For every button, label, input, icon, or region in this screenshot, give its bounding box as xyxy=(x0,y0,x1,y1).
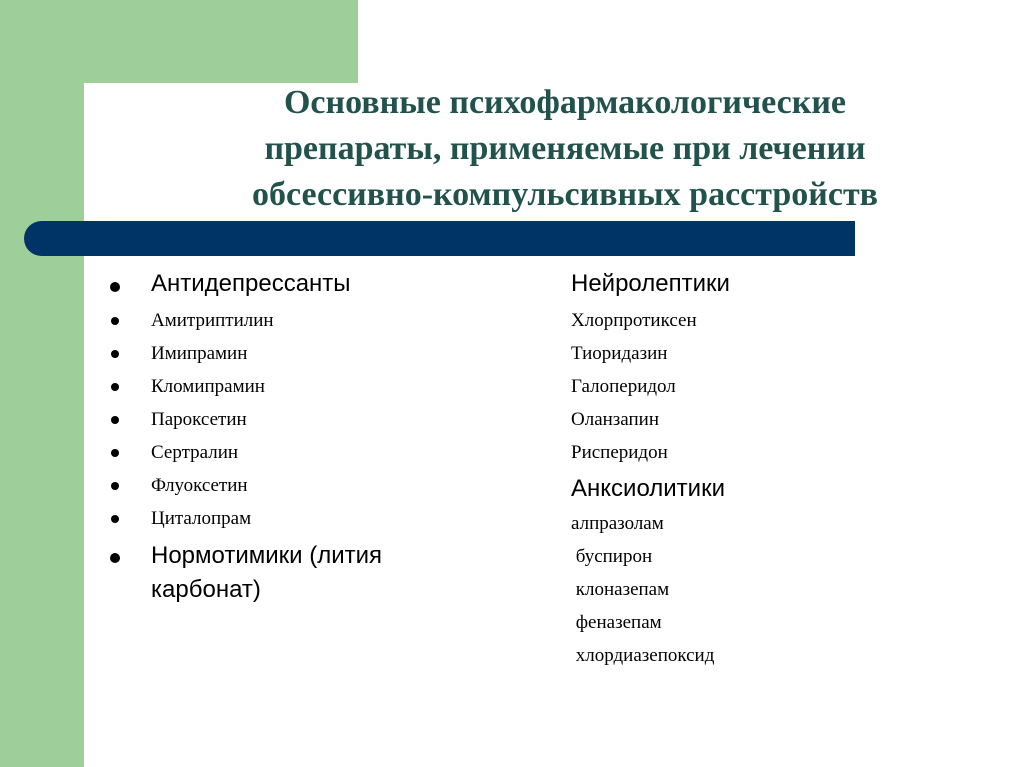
list-item xyxy=(110,268,550,300)
title-line: обсессивно-компульсивных расстройств xyxy=(251,176,879,213)
drug-name: Галоперидол xyxy=(571,376,676,397)
anxiolytics-heading: Анксиолитики xyxy=(571,475,725,502)
drug-name: Оланзапин xyxy=(571,409,659,430)
bullet-icon xyxy=(111,416,119,424)
drug-name: Циталопрам xyxy=(151,508,252,529)
drug-name: Рисперидон xyxy=(571,442,668,463)
left-column xyxy=(110,268,550,607)
drug-name: феназепам xyxy=(571,612,662,633)
drug-name: буспирон xyxy=(571,546,653,567)
title-line: Основные психофармакологические xyxy=(283,84,847,121)
normotimics-heading: Нормотимики (лития карбонат) xyxy=(151,542,383,603)
drug-name: Имипрамин xyxy=(151,343,248,364)
drug-name: Флуоксетин xyxy=(151,475,248,496)
list-item xyxy=(110,370,550,403)
bullet-icon xyxy=(110,282,120,292)
bullet-icon xyxy=(111,317,119,325)
list-item xyxy=(110,337,550,370)
drug-name: Сертралин xyxy=(151,442,239,463)
bullet-icon xyxy=(111,449,119,457)
list-item xyxy=(110,403,550,436)
list-item xyxy=(110,502,550,535)
list-item xyxy=(110,304,550,337)
divider-bar xyxy=(24,221,855,256)
drug-name: алпразолам xyxy=(571,513,664,534)
green-top-band xyxy=(84,0,358,83)
list-item xyxy=(110,539,471,607)
bullet-icon xyxy=(111,482,119,490)
drug-name: Хлорпротиксен xyxy=(571,310,697,331)
list-item xyxy=(110,436,550,469)
list-item xyxy=(110,469,550,502)
right-column xyxy=(571,268,991,672)
slide-title xyxy=(150,80,980,218)
drug-name: Тиоридазин xyxy=(571,343,668,364)
bullet-icon xyxy=(111,383,119,391)
title-line: препараты, применяемые при лечении xyxy=(264,130,866,167)
drug-name: клоназепам xyxy=(571,579,670,600)
neuroleptics-heading: Нейролептики xyxy=(571,270,730,297)
green-side-band xyxy=(0,0,84,767)
drug-name: Пароксетин xyxy=(151,409,247,430)
bullet-icon xyxy=(111,350,119,358)
bullet-icon xyxy=(110,553,120,563)
drug-name: Амитриптилин xyxy=(151,310,274,331)
drug-name: Кломипрамин xyxy=(151,376,265,397)
antidepressants-heading: Антидепрессанты xyxy=(151,270,351,297)
bullet-icon xyxy=(111,515,119,523)
drug-name: хлордиазепоксид xyxy=(571,645,715,666)
